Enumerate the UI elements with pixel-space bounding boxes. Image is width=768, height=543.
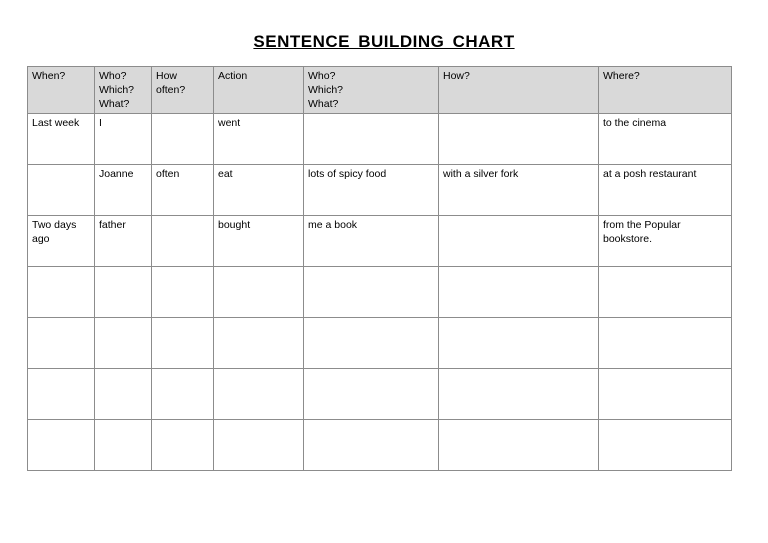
sentence-building-table xyxy=(27,66,732,471)
table-cell: from the Popular bookstore. xyxy=(599,216,732,267)
header-how-often-line2: often? xyxy=(156,84,186,96)
table-row xyxy=(28,420,732,471)
table-cell: Two days ago xyxy=(28,216,95,267)
header-row xyxy=(28,67,732,114)
table-cell xyxy=(95,369,152,420)
table-cell: Joanne xyxy=(95,165,152,216)
header-object-who-which-what xyxy=(304,67,439,114)
table-cell: with a silver fork xyxy=(439,165,599,216)
table-cell: lots of spicy food xyxy=(304,165,439,216)
header-where-label: Where? xyxy=(603,70,640,82)
header-where xyxy=(599,67,732,114)
table-cell xyxy=(304,420,439,471)
table-cell xyxy=(304,369,439,420)
table-cell xyxy=(214,420,304,471)
table-cell xyxy=(439,318,599,369)
table-cell xyxy=(599,267,732,318)
table-cell xyxy=(439,267,599,318)
table-cell xyxy=(439,369,599,420)
table-cell xyxy=(152,420,214,471)
table-row xyxy=(28,318,732,369)
table-cell: father xyxy=(95,216,152,267)
table-cell xyxy=(28,420,95,471)
header-object-which-label: Which? xyxy=(308,84,344,96)
table-cell xyxy=(28,318,95,369)
table-cell: often xyxy=(152,165,214,216)
chart-title: SENTENCE BUILDING CHART xyxy=(253,32,515,51)
table-cell: Last week xyxy=(28,114,95,165)
table-cell: at a posh restaurant xyxy=(599,165,732,216)
table-row xyxy=(28,267,732,318)
table-cell xyxy=(152,267,214,318)
header-who-which-what xyxy=(95,67,152,114)
header-how-label: How? xyxy=(443,70,470,82)
table-cell xyxy=(439,216,599,267)
table-cell: to the cinema xyxy=(599,114,732,165)
header-when-label: When? xyxy=(32,70,66,82)
table-row xyxy=(28,114,732,165)
table-cell: went xyxy=(214,114,304,165)
table-cell xyxy=(95,420,152,471)
table-cell xyxy=(28,369,95,420)
header-how xyxy=(439,67,599,114)
table-cell xyxy=(95,267,152,318)
header-who-label: Who? xyxy=(99,70,127,82)
header-object-what-label: What? xyxy=(308,98,339,110)
table-cell xyxy=(214,369,304,420)
table-cell xyxy=(304,267,439,318)
table-cell xyxy=(599,420,732,471)
header-what-label: What? xyxy=(99,98,130,110)
table-cell xyxy=(95,318,152,369)
table-row xyxy=(28,216,732,267)
table-row xyxy=(28,369,732,420)
table-cell xyxy=(152,114,214,165)
header-how-often-line1: How xyxy=(156,70,178,82)
table-cell xyxy=(599,318,732,369)
table-cell xyxy=(28,165,95,216)
header-action-label: Action xyxy=(218,70,248,82)
header-how-often xyxy=(152,67,214,114)
header-which-label: Which? xyxy=(99,84,135,96)
header-object-who-label: Who? xyxy=(308,70,336,82)
table-cell xyxy=(304,318,439,369)
table-cell xyxy=(304,114,439,165)
header-action xyxy=(214,67,304,114)
table-cell xyxy=(439,420,599,471)
table-cell xyxy=(152,369,214,420)
table-cell xyxy=(214,267,304,318)
table-row xyxy=(28,165,732,216)
table-cell: eat xyxy=(214,165,304,216)
table-cell: me a book xyxy=(304,216,439,267)
table-cell xyxy=(152,318,214,369)
table-cell xyxy=(28,267,95,318)
table-cell xyxy=(439,114,599,165)
table-cell xyxy=(214,318,304,369)
table-cell: I xyxy=(95,114,152,165)
table-cell xyxy=(599,369,732,420)
header-when xyxy=(28,67,95,114)
table-cell xyxy=(152,216,214,267)
table-cell: bought xyxy=(214,216,304,267)
